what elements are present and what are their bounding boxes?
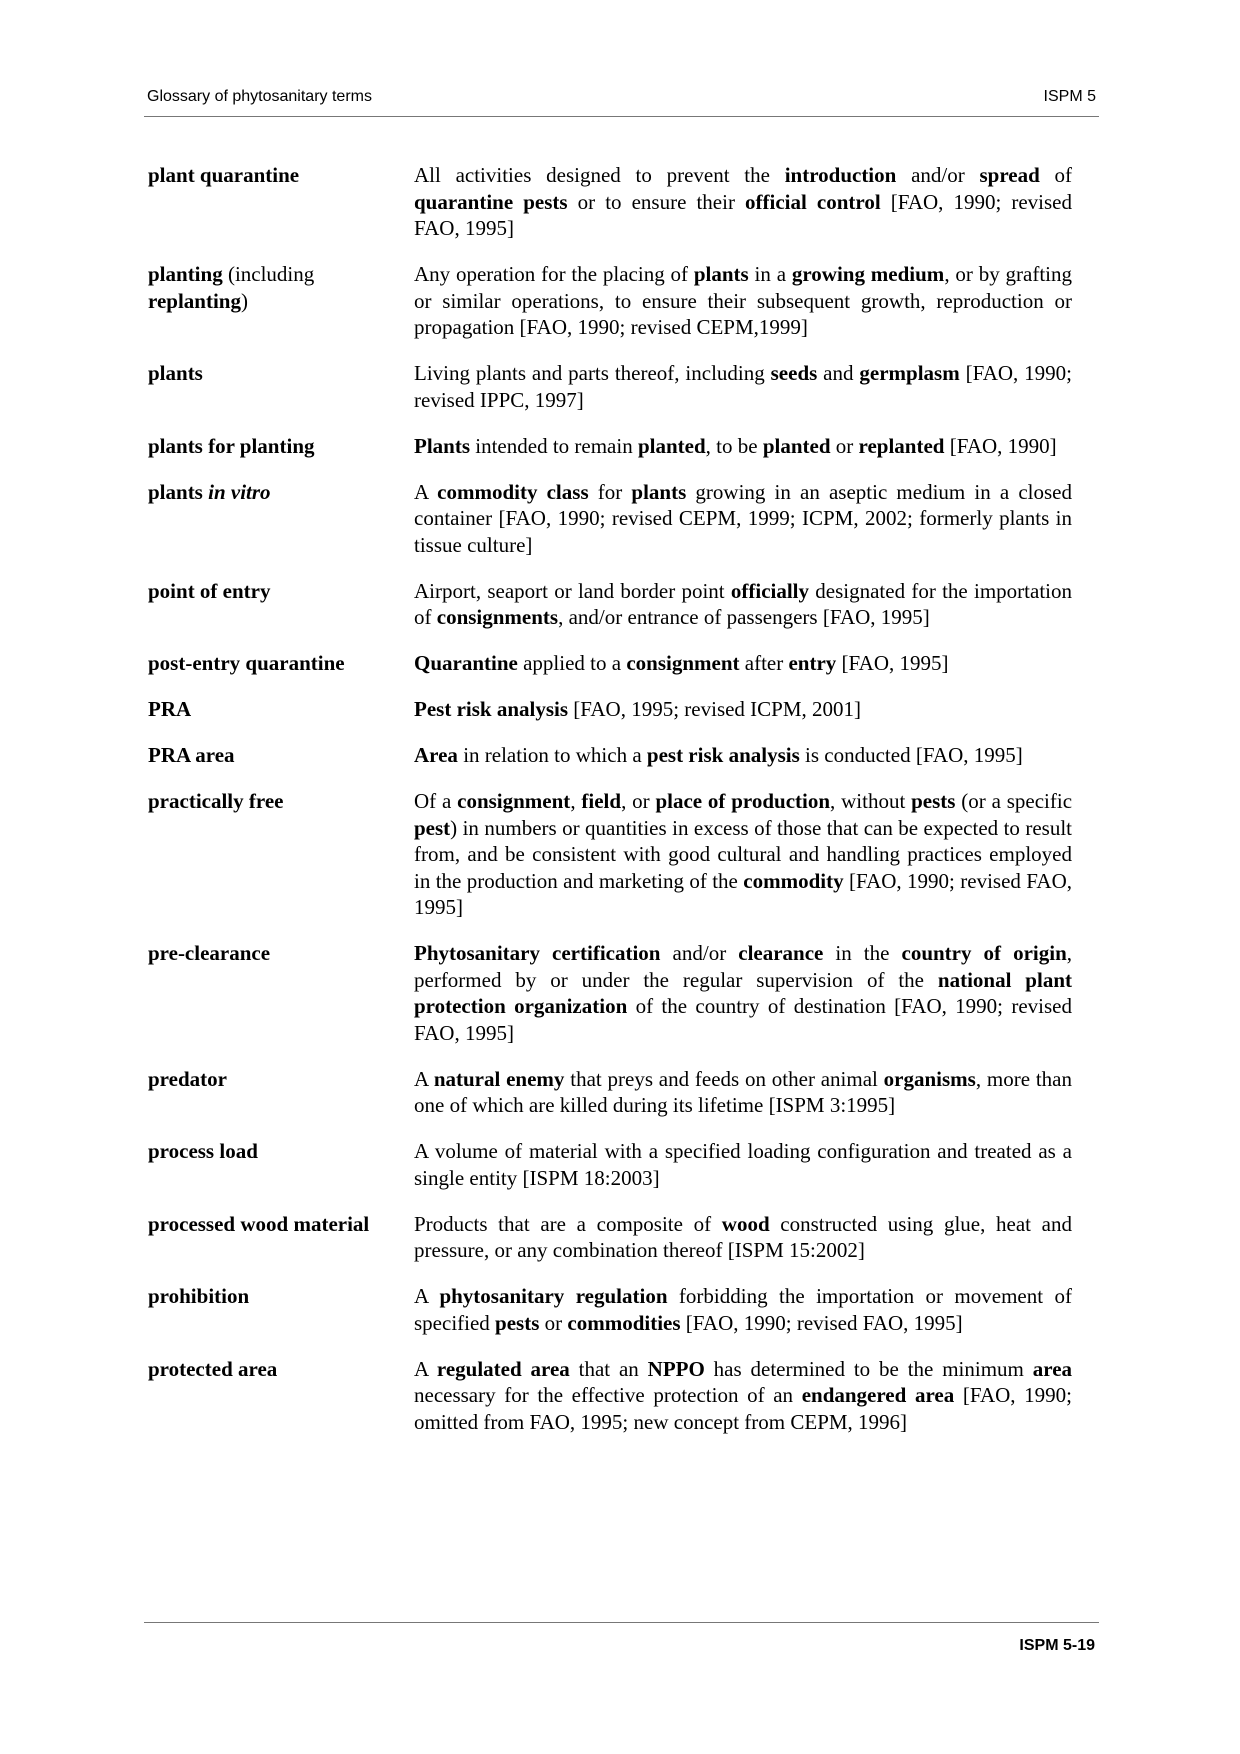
definition-text: Airport, seaport or land border point <box>414 578 731 603</box>
term-text-secondary: replanting <box>148 288 241 313</box>
definition-text: , more than one of which are killed during its lifetime [ISPM 3:1995] <box>414 1066 1072 1117</box>
definition-text: has determined to be the minimum <box>704 1356 1033 1381</box>
defined-term-reference: NPPO <box>647 1356 705 1381</box>
defined-term-reference: spread <box>979 163 1040 187</box>
definition-text: , to be <box>705 433 763 458</box>
glossary-entry <box>148 1138 1072 1191</box>
definition-text: designated for the importation of <box>414 578 1072 629</box>
definition-text: necessary for the effective protection of an <box>414 1383 802 1407</box>
definition-text: (or a specific <box>955 789 1073 813</box>
glossary-entry <box>148 1211 1072 1264</box>
glossary-definition <box>414 479 1072 559</box>
definition-text: , without <box>830 789 912 813</box>
glossary-entry <box>148 742 1072 769</box>
defined-term-reference: commodity <box>743 868 844 893</box>
definition-text: , or <box>621 789 656 813</box>
glossary-definition <box>414 742 1072 769</box>
defined-term-reference: growing medium <box>791 262 945 286</box>
glossary-definition <box>414 261 1072 341</box>
defined-term-reference: plants <box>631 479 687 504</box>
defined-term-reference: pest risk analysis <box>646 743 800 767</box>
defined-term-reference: endangered area <box>801 1383 955 1407</box>
glossary-term <box>148 1066 414 1119</box>
glossary-entry <box>148 479 1072 559</box>
page-number: ISPM 5-19 <box>1019 1637 1095 1654</box>
glossary-term <box>148 1138 414 1191</box>
defined-term-reference: commodities <box>567 1310 681 1335</box>
term-text: process load <box>148 1139 258 1163</box>
defined-term-reference: germplasm <box>859 361 960 385</box>
definition-text: for <box>588 479 632 504</box>
glossary-entry <box>148 433 1072 460</box>
defined-term-reference: Pest risk analysis <box>414 697 569 721</box>
glossary-definition <box>414 788 1072 921</box>
defined-term-reference: natural enemy <box>433 1066 565 1091</box>
glossary-entry <box>148 261 1072 341</box>
glossary-definition <box>414 696 1072 723</box>
definition-text: or <box>830 433 859 458</box>
defined-term-reference: wood <box>721 1211 770 1236</box>
term-text: post-entry quarantine <box>148 651 345 675</box>
definition-text: , and/or entrance of passengers [FAO, 1995] <box>558 605 930 629</box>
term-text: protected area <box>148 1356 278 1381</box>
term-italic-text: in vitro <box>208 479 271 504</box>
definition-text: in the <box>823 941 902 965</box>
definition-text: All activities designed to prevent the <box>414 163 785 187</box>
definition-text: , or by grafting or similar operations, to ensure their subsequent growth, reproduction or propagation [FAO, 1990; revised CEPM,1999] <box>414 262 1073 339</box>
term-text: predator <box>148 1066 227 1091</box>
definition-text: [FAO, 1990; revised FAO, 1995] <box>414 868 1072 919</box>
definition-text: Any operation for the placing of <box>414 262 694 286</box>
document-title: Glossary of phytosanitary terms <box>147 88 372 105</box>
definition-text: and <box>817 361 860 385</box>
glossary-entry <box>148 360 1072 413</box>
definition-text: [FAO, 1990; revised FAO, 1995] <box>414 189 1073 240</box>
definition-text: of <box>1039 163 1072 187</box>
glossary-entry <box>148 650 1072 677</box>
defined-term-reference: area <box>1032 1356 1073 1381</box>
defined-term-reference: seeds <box>770 361 818 385</box>
definition-text: of the country of destination [FAO, 1990; revised FAO, 1995] <box>414 994 1072 1045</box>
glossary-definition <box>414 433 1072 460</box>
glossary-entry <box>148 162 1072 242</box>
defined-term-reference: regulated area <box>436 1356 570 1381</box>
glossary-term <box>148 433 414 460</box>
definition-text: in relation to which a <box>457 743 647 767</box>
definition-text: , performed by or under the regular supervision of the <box>414 941 1072 992</box>
defined-term-reference: phytosanitary regulation <box>439 1284 668 1308</box>
glossary-term <box>148 788 414 921</box>
definition-text: and/or <box>896 163 980 187</box>
definition-text: growing in an aseptic medium in a closed container [FAO, 1990; revised CEPM, 1999; ICPM, 2002; formerly plants in tissue culture] <box>414 479 1072 557</box>
defined-term-reference: Area <box>414 743 458 767</box>
glossary-term <box>148 940 414 1046</box>
glossary-definition <box>414 940 1072 1046</box>
term-text: plants <box>148 361 203 385</box>
defined-term-reference: replanted <box>858 433 945 458</box>
definition-text: Living plants and parts thereof, including <box>414 361 771 385</box>
term-note-end: ) <box>240 288 248 313</box>
glossary-entry <box>148 1356 1072 1436</box>
definition-text: , <box>570 789 582 813</box>
definition-text: applied to a <box>517 651 627 675</box>
defined-term-reference: plants <box>693 262 749 286</box>
defined-term-reference: officially <box>730 578 810 603</box>
defined-term-reference: quarantine pests <box>414 189 568 214</box>
definition-text: [FAO, 1990; omitted from FAO, 1995; new concept from CEPM, 1996] <box>414 1383 1072 1434</box>
defined-term-reference: planted <box>762 433 831 458</box>
definition-text: or <box>539 1310 568 1335</box>
glossary-term <box>148 578 414 631</box>
term-text: plants <box>148 479 209 504</box>
glossary-term <box>148 1283 414 1336</box>
glossary-term <box>148 696 414 723</box>
defined-term-reference: consignments <box>436 605 559 629</box>
glossary-term <box>148 261 414 341</box>
term-text: PRA <box>148 697 192 721</box>
header-divider <box>144 116 1099 117</box>
glossary-term <box>148 479 414 559</box>
glossary-list <box>148 162 1072 1455</box>
defined-term-reference: consignment <box>626 651 740 675</box>
definition-text: A <box>414 1066 434 1091</box>
defined-term-reference: country of origin <box>901 941 1067 965</box>
term-text: planting <box>148 262 223 286</box>
term-text: plants for planting <box>148 433 315 458</box>
definition-text: is conducted [FAO, 1995] <box>799 743 1023 767</box>
defined-term-reference: clearance <box>738 941 824 965</box>
definition-text: Of a <box>414 789 458 813</box>
glossary-definition <box>414 162 1072 242</box>
defined-term-reference: field <box>581 789 622 813</box>
glossary-definition <box>414 1283 1072 1336</box>
footer-divider <box>144 1622 1099 1623</box>
glossary-entry <box>148 940 1072 1046</box>
glossary-definition <box>414 1066 1072 1119</box>
glossary-definition <box>414 1211 1072 1264</box>
glossary-entry <box>148 788 1072 921</box>
definition-text: that preys and feeds on other animal <box>564 1066 884 1091</box>
definition-text: A <box>414 1356 437 1381</box>
glossary-definition <box>414 650 1072 677</box>
defined-term-reference: Plants <box>414 433 471 458</box>
term-text: processed wood material <box>148 1211 370 1236</box>
definition-text: ) in numbers or quantities in excess of those that can be expected to result from, and be consistent with good cultural and handling practices employed in the production and marketing of the <box>414 815 1072 893</box>
defined-term-reference: organisms <box>883 1066 976 1091</box>
definition-text: [FAO, 1995] <box>836 651 949 675</box>
definition-text: intended to remain <box>470 433 638 458</box>
glossary-definition <box>414 578 1072 631</box>
defined-term-reference: place of production <box>655 789 831 813</box>
defined-term-reference: commodity class <box>437 479 589 504</box>
definition-text: A <box>414 479 438 504</box>
definition-text: forbidding the importation or movement of specified <box>414 1284 1072 1335</box>
glossary-entry <box>148 1283 1072 1336</box>
term-text: PRA area <box>148 743 235 767</box>
standard-number: ISPM 5 <box>1043 88 1096 105</box>
defined-term-reference: pests <box>911 789 956 813</box>
definition-text: Products that are a composite of <box>414 1211 722 1236</box>
term-text: pre-clearance <box>148 941 271 965</box>
glossary-entry <box>148 1066 1072 1119</box>
term-text: prohibition <box>148 1284 250 1308</box>
definition-text: or to ensure their <box>567 189 746 214</box>
defined-term-reference: consignment <box>457 789 571 813</box>
glossary-term <box>148 360 414 413</box>
definition-text: A volume of material with a specified loading configuration and treated as a single entity [ISPM 18:2003] <box>414 1139 1072 1190</box>
glossary-definition <box>414 360 1072 413</box>
definition-text: constructed using glue, heat and pressure, or any combination thereof [ISPM 15:2002] <box>414 1211 1072 1262</box>
definition-text: that an <box>569 1356 648 1381</box>
defined-term-reference: Quarantine <box>414 651 518 675</box>
definition-text: [FAO, 1990; revised FAO, 1995] <box>680 1310 963 1335</box>
definition-text: and/or <box>660 941 739 965</box>
term-text: plant quarantine <box>148 163 300 187</box>
defined-term-reference: Phytosanitary certification <box>414 941 661 965</box>
definition-text: in a <box>748 262 792 286</box>
defined-term-reference: national plant protection organization <box>414 967 1072 1018</box>
glossary-term <box>148 1356 414 1436</box>
definition-text: [FAO, 1990; revised IPPC, 1997] <box>414 361 1073 412</box>
term-text: practically free <box>148 789 284 813</box>
page-header <box>147 88 1096 106</box>
defined-term-reference: entry <box>788 651 837 675</box>
glossary-term <box>148 1211 414 1264</box>
glossary-entry <box>148 578 1072 631</box>
definition-text: [FAO, 1990] <box>944 433 1057 458</box>
definition-text: [FAO, 1995; revised ICPM, 2001] <box>568 697 862 721</box>
defined-term-reference: pest <box>414 815 451 840</box>
glossary-definition <box>414 1356 1072 1436</box>
glossary-term <box>148 162 414 242</box>
definition-text: A <box>414 1284 440 1308</box>
defined-term-reference: planted <box>637 433 706 458</box>
defined-term-reference: pests <box>495 1310 540 1335</box>
glossary-term <box>148 742 414 769</box>
term-text: point of entry <box>148 578 271 603</box>
glossary-entry <box>148 696 1072 723</box>
term-note: (including <box>222 262 315 286</box>
defined-term-reference: introduction <box>784 163 897 187</box>
glossary-definition <box>414 1138 1072 1191</box>
glossary-term <box>148 650 414 677</box>
definition-text: after <box>739 651 789 675</box>
defined-term-reference: official control <box>745 189 881 214</box>
